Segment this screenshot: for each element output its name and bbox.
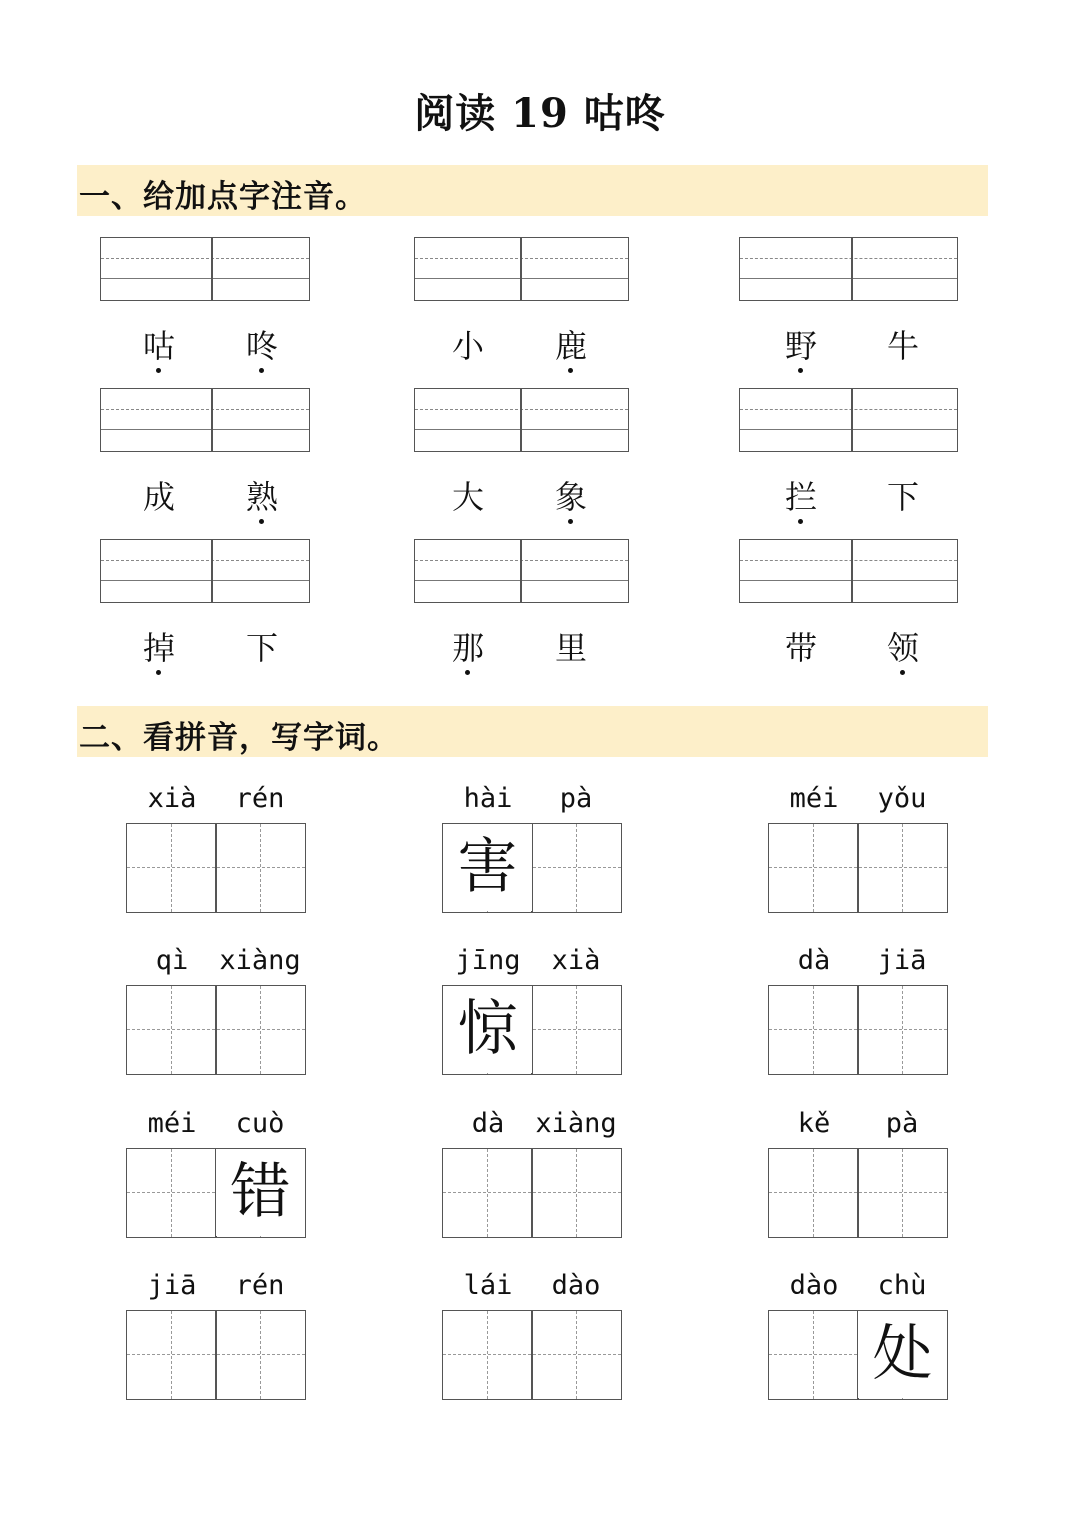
pinyin-answer-box[interactable] [100, 388, 310, 452]
pinyin-answer-box[interactable] [100, 237, 310, 301]
emphasis-dot [465, 670, 470, 675]
hanzi-char: 下 [886, 478, 919, 516]
emphasis-dot [798, 368, 803, 373]
pinyin-label: xià [147, 783, 197, 814]
hanzi-char: 牛 [886, 327, 919, 365]
character-writing-grid[interactable] [442, 985, 622, 1075]
hanzi-char: 咚 [240, 321, 284, 367]
pinyin-label: dà [471, 1108, 505, 1139]
pinyin-label: qì [155, 945, 189, 976]
pinyin-answer-box[interactable] [739, 237, 958, 301]
given-hanzi: 错 [216, 1149, 305, 1236]
given-hanzi: 害 [443, 824, 532, 911]
hanzi-char: 领 [881, 623, 925, 669]
emphasis-dot [259, 519, 264, 524]
pinyin-label: pà [559, 783, 593, 814]
pinyin-label: dào [789, 1270, 839, 1301]
word-to-annotate [414, 472, 629, 520]
given-hanzi: 惊 [443, 986, 532, 1073]
character-writing-grid[interactable] [126, 985, 306, 1075]
hanzi-char: 熟 [240, 472, 284, 518]
word-to-annotate [100, 623, 310, 671]
pinyin-label: dào [551, 1270, 601, 1301]
pinyin-label: xià [551, 945, 601, 976]
character-writing-grid[interactable] [442, 823, 622, 913]
pinyin-answer-box[interactable] [100, 539, 310, 603]
pinyin-label: cuò [235, 1108, 285, 1139]
pinyin-label: rén [235, 1270, 285, 1301]
pinyin-label: pà [885, 1108, 919, 1139]
pinyin-label: xiàng [219, 945, 301, 976]
hanzi-char: 拦 [779, 472, 823, 518]
pinyin-label: rén [235, 783, 285, 814]
pinyin-answer-box[interactable] [414, 237, 629, 301]
word-to-annotate [739, 472, 958, 520]
hanzi-char: 野 [779, 321, 823, 367]
character-writing-grid[interactable] [126, 1148, 306, 1238]
hanzi-char: 咕 [137, 321, 181, 367]
emphasis-dot [156, 368, 161, 373]
pinyin-answer-box[interactable] [414, 388, 629, 452]
word-to-annotate [414, 623, 629, 671]
pinyin-label: dà [797, 945, 831, 976]
section-2-banner [77, 706, 988, 757]
pinyin-label: xiàng [535, 1108, 617, 1139]
hanzi-char: 成 [142, 478, 175, 516]
character-writing-grid[interactable] [768, 1148, 948, 1238]
pinyin-label: chù [877, 1270, 927, 1301]
hanzi-char: 里 [554, 629, 587, 667]
section-1-heading: 一、给加点字注音。 [79, 179, 367, 215]
character-writing-grid[interactable] [126, 1310, 306, 1400]
pinyin-label: hài [463, 783, 513, 814]
hanzi-char: 象 [549, 472, 593, 518]
pinyin-label: méi [789, 783, 839, 814]
pinyin-label: jīng [455, 945, 521, 976]
word-to-annotate [739, 321, 958, 369]
emphasis-dot [259, 368, 264, 373]
pinyin-label: lái [463, 1270, 513, 1301]
pinyin-label: yǒu [877, 783, 927, 814]
section-1-banner [77, 165, 988, 216]
character-writing-grid[interactable] [768, 823, 948, 913]
pinyin-label: jiā [877, 945, 927, 976]
emphasis-dot [568, 368, 573, 373]
emphasis-dot [568, 519, 573, 524]
given-hanzi: 处 [858, 1311, 947, 1398]
character-writing-grid[interactable] [126, 823, 306, 913]
emphasis-dot [156, 670, 161, 675]
pinyin-label: kě [797, 1108, 831, 1139]
emphasis-dot [798, 519, 803, 524]
word-to-annotate [414, 321, 629, 369]
hanzi-char: 鹿 [549, 321, 593, 367]
character-writing-grid[interactable] [442, 1148, 622, 1238]
word-to-annotate [100, 321, 310, 369]
section-2-heading: 二、看拼音，写字词。 [79, 720, 399, 756]
emphasis-dot [900, 670, 905, 675]
pinyin-label: jiā [147, 1270, 197, 1301]
pinyin-answer-box[interactable] [739, 388, 958, 452]
hanzi-char: 带 [784, 629, 817, 667]
character-writing-grid[interactable] [768, 985, 948, 1075]
character-writing-grid[interactable] [768, 1310, 948, 1400]
hanzi-char: 掉 [137, 623, 181, 669]
hanzi-char: 小 [451, 327, 484, 365]
hanzi-char: 下 [245, 629, 278, 667]
hanzi-char: 那 [446, 623, 490, 669]
pinyin-label: méi [147, 1108, 197, 1139]
word-to-annotate [100, 472, 310, 520]
pinyin-answer-box[interactable] [739, 539, 958, 603]
pinyin-answer-box[interactable] [414, 539, 629, 603]
word-to-annotate [739, 623, 958, 671]
hanzi-char: 大 [451, 478, 484, 516]
character-writing-grid[interactable] [442, 1310, 622, 1400]
page-title: 阅读 19 咕咚 [414, 90, 666, 137]
